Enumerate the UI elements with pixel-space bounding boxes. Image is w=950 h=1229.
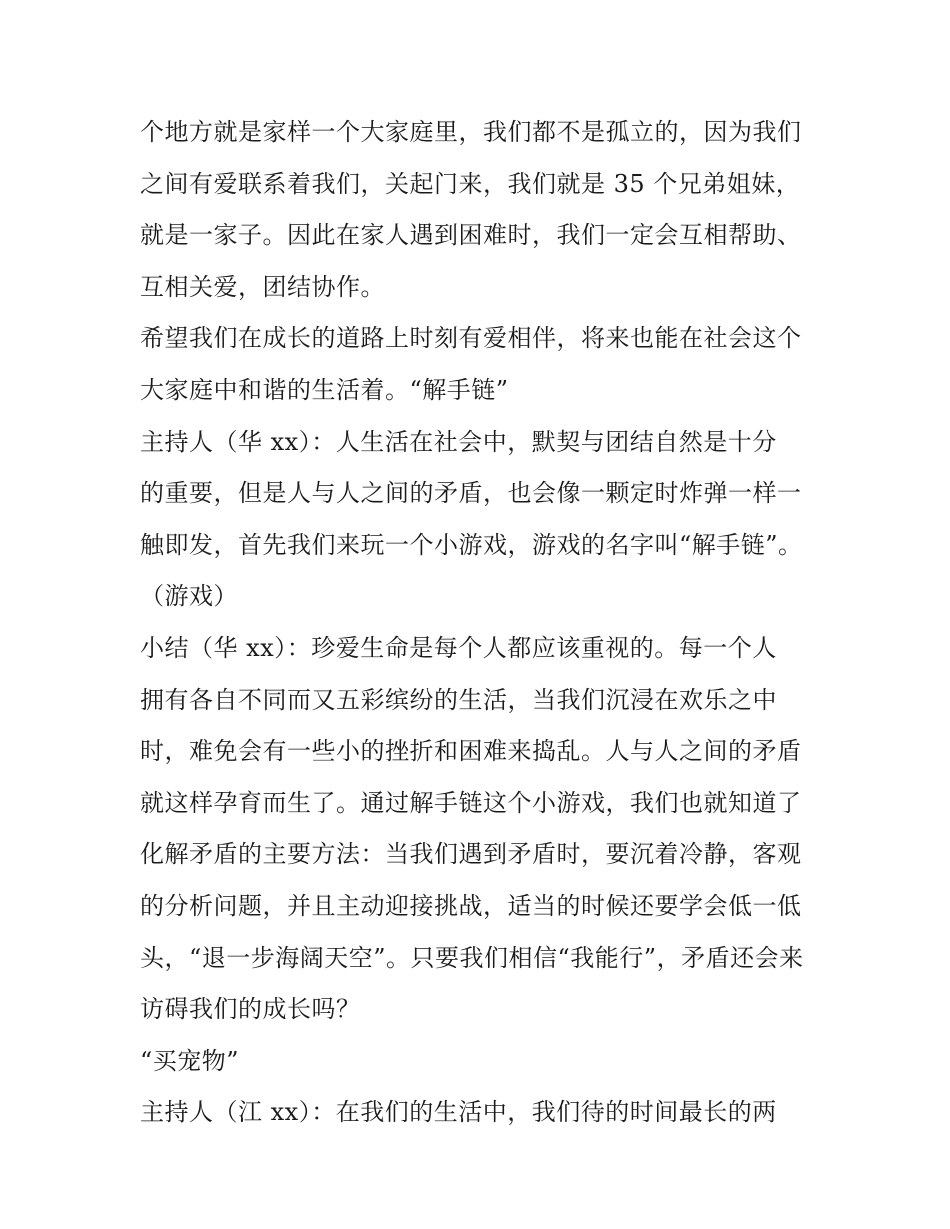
text-line: 的重要，但是人与人之间的矛盾，也会像一颗定时炸弹一样一 — [140, 479, 802, 508]
text-line: 就是一家子。因此在家人遇到困难时，我们一定会互相帮助、 — [140, 221, 802, 250]
text-line: 触即发，首先我们来玩一个小游戏，游戏的名字叫“解手链”。 — [140, 530, 803, 559]
text-line: 化解矛盾的主要方法：当我们遇到矛盾时，要沉着冷静，客观 — [140, 840, 802, 869]
text-line: 时，难免会有一些小的挫折和困难来捣乱。人与人之间的矛盾 — [140, 737, 802, 766]
text-line: 希望我们在成长的道路上时刻有爱相伴，将来也能在社会这个 — [140, 324, 802, 353]
text-line: 个地方就是家样一个大家庭里，我们都不是孤立的，因为我们 — [140, 118, 802, 146]
text-line: 就这样孕育而生了。通过解手链这个小游戏，我们也就知道了 — [140, 788, 802, 817]
text-line: 互相关爱，团结协作。 — [140, 272, 385, 301]
text-line: 头，“退一步海阔天空”。只要我们相信“我能行”，矛盾还会来 — [140, 943, 804, 972]
text-line: 主持人（江 xx）：在我们的生活中，我们待的时间最长的两 — [140, 1098, 777, 1127]
text-line: 的分析问题，并且主动迎接挑战，适当的时候还要学会低一低 — [140, 891, 802, 920]
text-line: 主持人（华 xx）：人生活在社会中，默契与团结自然是十分 — [140, 427, 777, 456]
text-line: 拥有各自不同而又五彩缤纷的生活，当我们沉浸在欢乐之中 — [140, 685, 777, 714]
text-line: 访碍我们的成长吗？ — [140, 995, 361, 1024]
body-text — [140, 107, 820, 1139]
text-line: “买宠物” — [140, 1046, 240, 1075]
text-line: 之间有爱联系着我们，关起门来，我们就是 35 个兄弟姐妹， — [140, 169, 801, 198]
text-line: （游戏） — [140, 582, 238, 611]
text-line: 大家庭中和谐的生活着。“解手链” — [140, 375, 509, 404]
text-line: 小结（华 xx）：珍爱生命是每个人都应该重视的。每一个人 — [140, 633, 777, 662]
